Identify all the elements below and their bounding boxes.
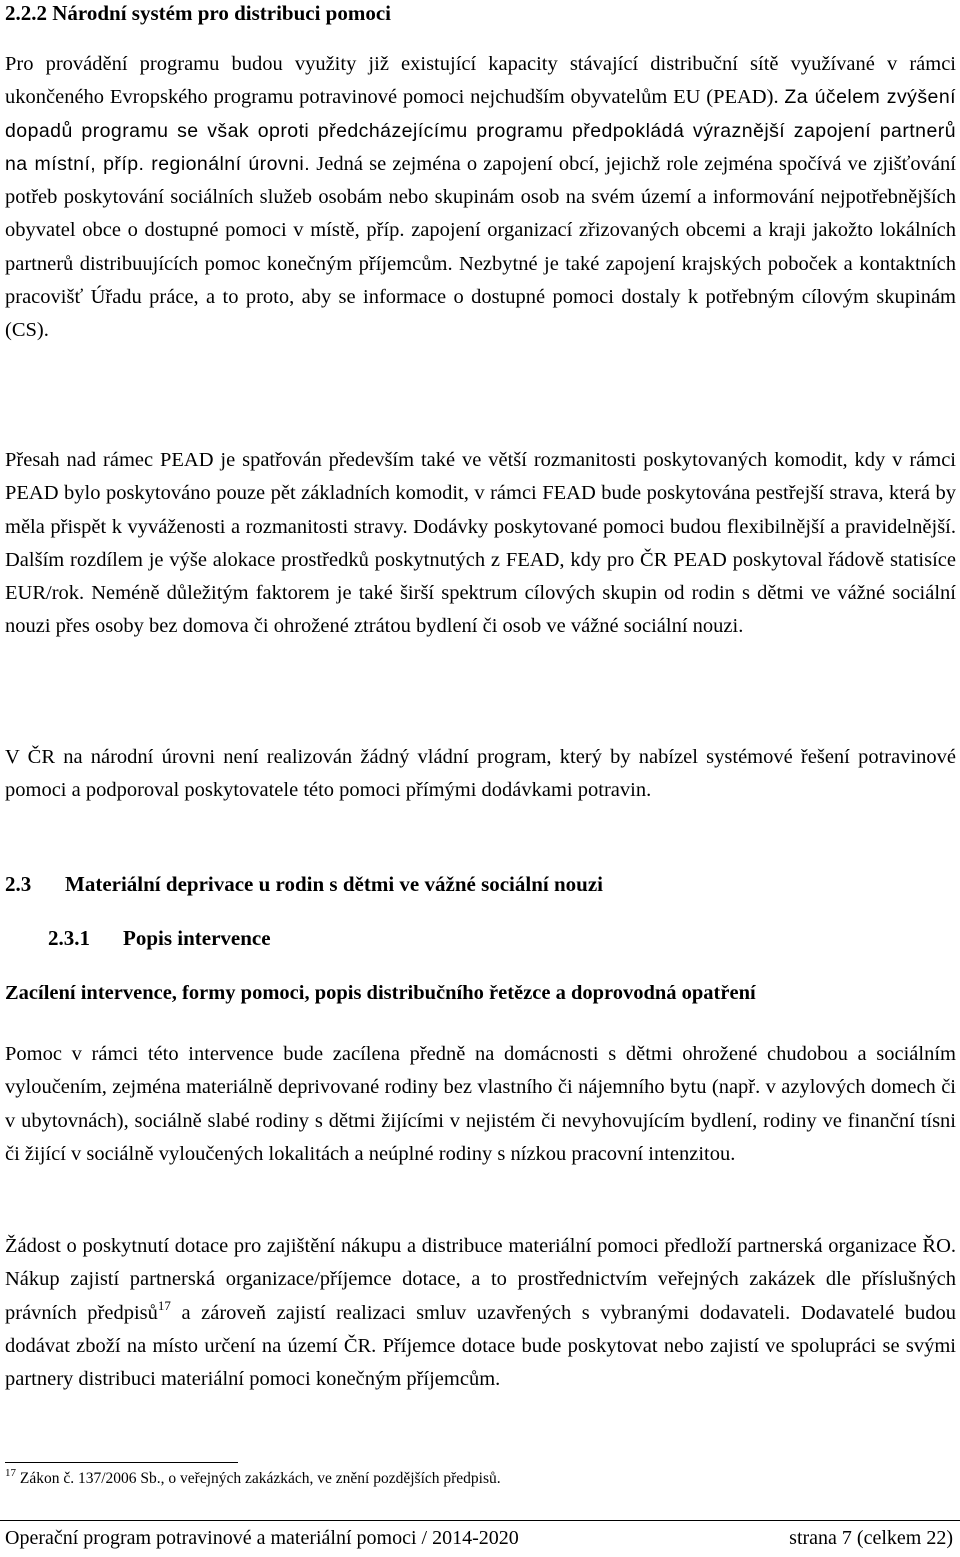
paragraph-national-level [5, 741, 956, 808]
footer-program-title: Operační program potravinové a materiální pomoci / 2014-2020 [5, 1527, 519, 1549]
footnote-reference[interactable]: 17 [157, 1297, 171, 1313]
paragraph-text: Pomoc v rámci této intervence bude zacílena předně na domácnosti s dětmi ohrožené chudobou a sociálním vyloučením, zejména materiálně deprivované rodiny bez vlastního či nájemního bytu (např. v azylových domech či v ubytovnách), sociálně slabé rodiny s dětmi žijícími v nejistém či nevyhovujícím bydlení, rodiny ve finanční tísni či žijící v sociálně vyloučených lokalitách a neúplné rodiny s nízkou pracovní intenzitou. [5, 1043, 956, 1165]
section-heading-2-3-1 [48, 924, 848, 952]
footer-divider [0, 1520, 960, 1521]
paragraph-pead-overlap [5, 444, 956, 644]
section-title: Popis intervence [123, 926, 271, 950]
section-heading-2-2-2 [5, 0, 956, 26]
paragraph-text: Jedná se zejména o zapojení obcí, jejichž role zejména spočívá ve zjišťování potřeb poskytování sociálních služeb osobám nebo skupinám osob na svém území a informování nejpotřebnějších obyvatel obce o dostupné pomoci v místě, příp. zapojení organizací zřizovaných obcemi a kraji jakožto lokálních partnerů distribuujících pomoc konečným příjemcům. [5, 152, 956, 275]
paragraph-application [5, 1230, 956, 1396]
paragraph-distribution-system [5, 48, 956, 348]
paragraph-targeting [5, 1038, 956, 1171]
section-number: 2.3.1 [48, 926, 90, 950]
footnote-divider [5, 1462, 238, 1463]
footer-page-number: strana 7 (celkem 22) [789, 1527, 953, 1549]
paragraph-text: Žádost o poskytnutí dotace pro zajištění nákupu a distribuce materiální pomoci předloží partnerská organizace ŘO. Nákup zajistí partnerská organizace/příjemce dotace, a to prostřednictvím veřejných zakázek dle příslušných právních předpisů [5, 1235, 956, 1324]
paragraph-text: Přesah nad rámec PEAD je spatřován především také ve větší rozmanitosti poskytovaných komodit, kdy v rámci PEAD bylo poskytováno pouze pět základních komodit, v rámci FEAD bude poskytována pestřejší strava, která by měla přispět k vyváženosti a rozmanitosti stravy. Dodávky poskytované pomoci budou flexibilnější a pravidelnější. Dalším rozdílem je výše alokace prostředků poskytnutých z FEAD, kdy pro ČR PEAD poskytoval řádově statisíce EUR/rok. Neméně důležitým faktorem je také širší spektrum cílových skupin od rodin s dětmi ve vážné sociální nouzi přes osoby bez domova či ohrožené ztrátou bydlení či osob ve vážné sociální nouzi. [5, 449, 956, 638]
paragraph-text: a zároveň zajistí realizaci smluv uzavřených s vybranými dodavateli. Dodavatelé budou dodávat zboží na místo určení na území ČR. Příjemce dotace bude poskytovat nebo zajistí ve spolupráci se svými partnery distribuci materiální pomoci konečným příjemcům. [5, 1301, 956, 1391]
section-heading-2-3 [5, 870, 956, 898]
paragraph-text: V ČR na národní úrovni není realizován žádný vládní program, který by nabízel systémové řešení potravinové pomoci a podporoval poskytovatele této pomoci přímými dodávkami potravin. [5, 746, 956, 802]
section-number: 2.3 [5, 872, 32, 896]
paragraph-text: Pro provádění programu budou využity již existující kapacity stávající distribuční sítě využívané v rámci ukončeného Evropského programu potravinové pomoci nejchudším obyvatelům EU (PEAD). [5, 53, 956, 109]
footnote-text: Zákon č. 137/2006 Sb., o veřejných zakázkách, ve znění pozdějších předpisů. [19, 1470, 501, 1487]
page-footer [5, 1526, 953, 1550]
footnote-number: 17 [5, 1467, 16, 1479]
section-title: Materiální deprivace u rodin s dětmi ve vážné sociální nouzi [65, 872, 604, 896]
paragraph-text: Nezbytné je také zapojení krajských poboček a kontaktních pracovišť Úřadu práce, a to proto, aby se informace o dostupné pomoci dostaly k potřebným cílovým skupinám (CS). [5, 252, 957, 342]
paragraph-text: Za účelem zvýšení dopadů programu se však oproti předcházejícímu programu předpokládá výraznější zapojení partnerů na místní, příp. regionální úrovni. [5, 86, 957, 175]
footnote [5, 1469, 501, 1489]
section-number: 2.2.2 [5, 1, 47, 25]
section-title: Národní systém pro distribuci pomoci [52, 1, 391, 25]
subheading-targeting: Zacílení intervence, formy pomoci, popis distribučního řetězce a doprovodná opatření [5, 982, 756, 1004]
